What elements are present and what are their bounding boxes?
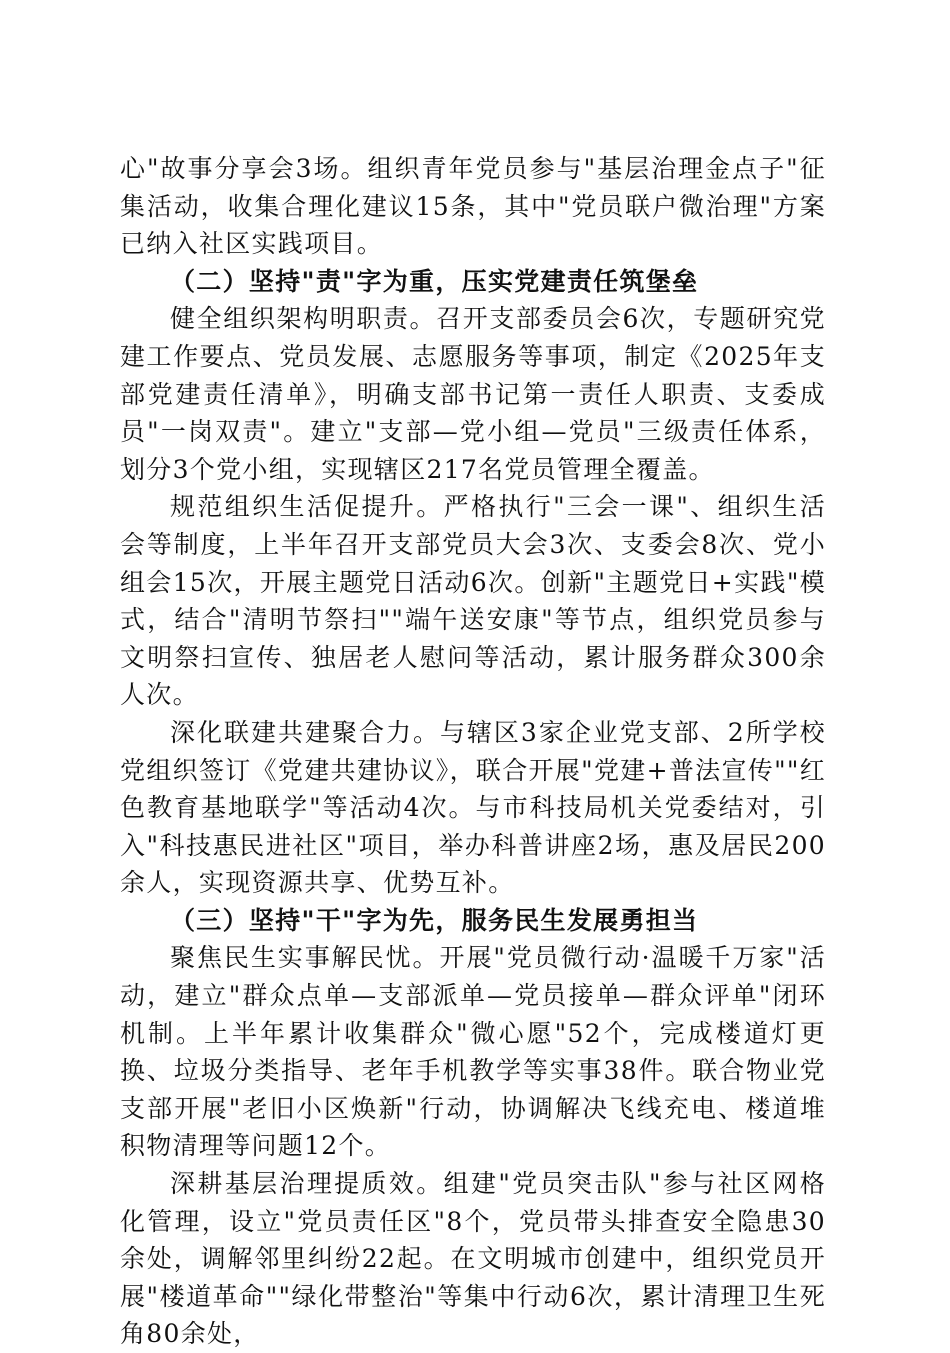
section-heading-2: （二）坚持"责"字为重，压实党建责任筑堡垒 [170, 266, 699, 296]
paragraph-grassroots-governance: 深耕基层治理提质效。组建"党员突击队"参与社区网格化管理，设立"党员责任区"8个，党员带头排查安全隐患30余处，调解邻里纠纷22起。在文明城市创建中，组织党员开展"楼道革命""绿化带整治"等集中行动6次，累计清理卫生死角80余处， [120, 1169, 826, 1349]
paragraph-livelihood: 聚焦民生实事解民忧。开展"党员微行动·温暖千万家"活动，建立"群众点单—支部派单—党员接单—群众评单"闭环机制。上半年累计收集群众"微心愿"52个，完成楼道灯更换、垃圾分类指导、老年手机教学等实事38件。联合物业党支部开展"老旧小区焕新"行动，协调解决飞线充电、楼道堆积物清理等问题12个。 [120, 943, 826, 1161]
paragraph-organization-life: 规范组织生活促提升。严格执行"三会一课"、组织生活会等制度，上半年召开支部党员大会3次、支委会8次、党小组会15次，开展主题党日活动6次。创新"主题党日+实践"模式，结合"清明节祭扫""端午送安康"等节点，组织党员参与文明祭扫宣传、独居老人慰问等活动，累计服务群众300余人次。 [120, 492, 826, 710]
section-heading-3: （三）坚持"干"字为先，服务民生发展勇担当 [170, 905, 699, 935]
continued-paragraph: 心"故事分享会3场。组织青年党员参与"基层治理金点子"征集活动，收集合理化建议15条，其中"党员联户微治理"方案已纳入社区实践项目。 [120, 154, 826, 259]
document-body [120, 150, 826, 1353]
paragraph-joint-construction: 深化联建共建聚合力。与辖区3家企业党支部、2所学校党组织签订《党建共建协议》，联合开展"党建+普法宣传""红色教育基地联学"等活动4次。与市科技局机关党委结对，引入"科技惠民进社区"项目，举办科普讲座2场，惠及居民200余人，实现资源共享、优势互补。 [120, 717, 826, 898]
paragraph-organization-structure: 健全组织架构明职责。召开支部委员会6次，专题研究党建工作要点、党员发展、志愿服务等事项，制定《2025年支部党建责任清单》，明确支部书记第一责任人职责、支委成员"一岗双责"。建立"支部—党小组—党员"三级责任体系，划分3个党小组，实现辖区217名党员管理全覆盖。 [120, 304, 826, 484]
